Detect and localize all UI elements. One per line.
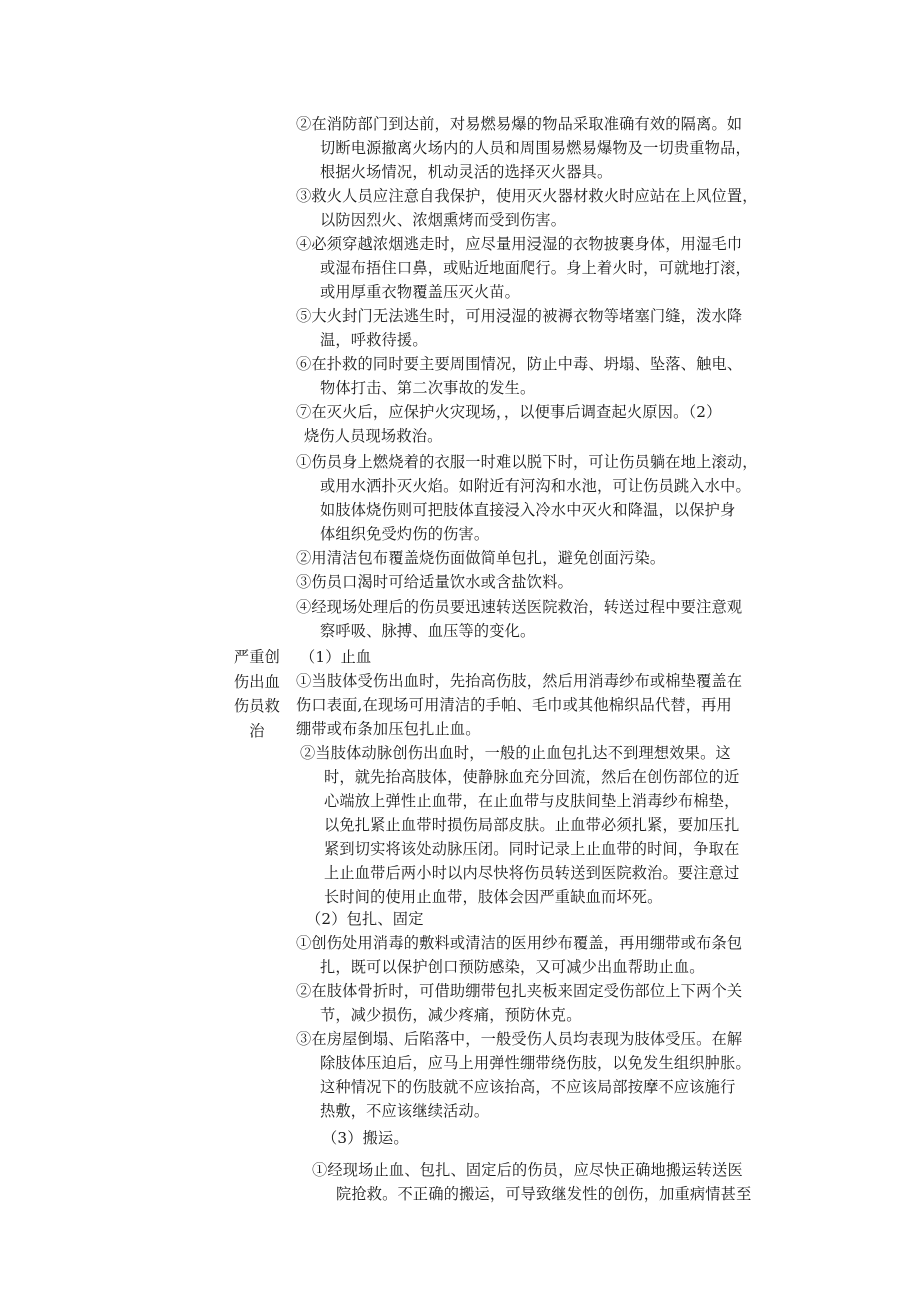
text-line: ①创伤处用消毒的敷料或清洁的医用纱布覆盖，再用绷带或布条包 <box>296 934 743 952</box>
text-line: 院抢救。不正确的搬运，可导致继发性的创伤，加重病情甚至 <box>336 1185 752 1203</box>
text-line: 或用厚重衣物覆盖压灭火苗。 <box>320 283 521 301</box>
text-line: 察呼吸、脉搏、血压等的变化。 <box>320 622 536 640</box>
text-line: 以防因烈火、浓烟熏烤而受到伤害。 <box>320 211 567 229</box>
list-item <box>296 669 816 741</box>
text-line: 时，就先抬高肢体，使静脉血充分回流，然后在创伤部位的近 <box>324 768 740 786</box>
text-line: 以免扎紧止血带时损伤局部皮肤。止血带必须扎紧，要加压扎 <box>324 816 740 834</box>
section-heading <box>300 645 820 669</box>
list-item <box>296 979 816 1027</box>
list-item <box>312 1158 832 1206</box>
text-line: 长时间的使用止血带，肢体会因严重缺血而坏死。 <box>324 888 663 906</box>
list-item <box>296 570 816 594</box>
text-line: 物体打击、第二次事故的发生。 <box>320 379 536 397</box>
text-line: ③在房屋倒塌、后陷落中，一般受伤人员均表现为肢体受压。在解 <box>296 1030 743 1048</box>
text-line: 这种情况下的伤肢就不应该抬高，不应该局部按摩不应该施行 <box>320 1078 736 1096</box>
text-line: 体组织免受灼伤的伤害。 <box>320 525 490 543</box>
text-line: 根据火场情况，机动灵活的选择灭火器具。 <box>320 163 613 181</box>
list-item <box>296 400 816 448</box>
text-line: ③伤员口渴时可给适量饮水或含盐饮料。 <box>296 573 573 591</box>
text-line: 上止血带后两小时以内尽快将伤员转送到医院救治。要注意过 <box>324 864 740 882</box>
side-label-line: 治 <box>249 721 265 740</box>
list-item <box>296 112 816 184</box>
list-item <box>296 931 816 979</box>
text-line: 绷带或布条加压包扎止血。 <box>296 720 481 738</box>
text-line: ①经现场止血、包扎、固定后的伤员，应尽快正确地搬运转送医 <box>312 1161 743 1179</box>
text-line: 心端放上弹性止血带，在止血带与皮肤间垫上消毒纱布棉垫， <box>324 792 740 810</box>
heading-text: （3）搬运。 <box>322 1129 409 1147</box>
text-line: 热敷，不应该继续活动。 <box>320 1102 490 1120</box>
text-line: ②当肢体动脉创伤出血时，一般的止血包扎达不到理想效果。这 <box>300 744 731 762</box>
text-line: 温，呼救待援。 <box>320 331 428 349</box>
text-line: 节，减少损伤，减少疼痛，预防休克。 <box>320 1006 582 1024</box>
text-line: ②用清洁包布覆盖烧伤面做简单包扎，避免创面污染。 <box>296 549 666 567</box>
text-line: ③救火人员应注意自我保护，使用灭火器材救火时应站在上风位置， <box>296 187 758 205</box>
text-line: 如肢体烧伤则可把肢体直接浸入冷水中灭火和降温，以保护身 <box>320 501 736 519</box>
text-line: ④经现场处理后的伤员要迅速转送医院救治，转送过程中要注意观 <box>296 598 743 616</box>
text-line: 伤口表面,在现场可用清洁的手帕、毛巾或其他棉织品代替，再用 <box>296 696 732 714</box>
text-line: 或用水洒扑灭火焰。如附近有河沟和水池，可让伤员跳入水中。 <box>320 477 751 495</box>
text-line: 烧伤人员现场救治。 <box>304 427 443 445</box>
list-item <box>296 232 816 304</box>
list-item <box>296 1027 816 1123</box>
text-line: ①当肢体受伤出血时，先抬高伤肢，然后用消毒纱布或棉垫覆盖在 <box>296 672 743 690</box>
list-item <box>296 450 816 546</box>
text-line: 切断电源撤离火场内的人员和周围易燃易爆物及一切贵重物品， <box>320 139 751 157</box>
list-item <box>296 304 816 352</box>
list-item <box>300 741 820 909</box>
heading-text: （2）包扎、固定 <box>306 910 424 928</box>
text-line: 紧到切实将该处动脉压闭。同时记录上止血带的时间，争取在 <box>324 840 740 858</box>
side-label <box>230 645 284 743</box>
text-line: ④必须穿越浓烟逃走时，应尽量用浸湿的衣物披裹身体，用湿毛巾 <box>296 235 743 253</box>
side-label-line: 严重创 <box>233 648 281 666</box>
list-item <box>296 184 816 232</box>
list-item <box>296 546 816 570</box>
list-item <box>296 352 816 400</box>
list-item <box>296 595 816 643</box>
text-line: ①伤员身上燃烧着的衣服一时难以脱下时，可让伤员躺在地上滚动， <box>296 453 758 471</box>
side-label-line: 伤员救 <box>233 697 281 715</box>
text-line: 扎，既可以保护创口预防感染，又可减少出血帮助止血。 <box>320 958 705 976</box>
side-label-line: 伤出血 <box>233 672 281 691</box>
heading-text: （1）止血 <box>300 648 372 666</box>
text-line: ⑦在灭火后，应保护火灾现场，，以便事后调查起火原因。（2） <box>296 403 722 421</box>
text-line: ⑤大火封门无法逃生时，可用浸湿的被褥衣物等堵塞门缝，泼水降 <box>296 307 743 325</box>
section-heading <box>322 1126 842 1150</box>
text-line: ②在消防部门到达前，对易燃易爆的物品采取准确有效的隔离。如 <box>296 115 743 133</box>
text-line: 或湿布捂住口鼻，或贴近地面爬行。身上着火时，可就地打滚， <box>320 259 751 277</box>
text-line: 除肢体压迫后，应马上用弹性绷带绕伤肢，以免发生组织肿胀。 <box>320 1054 751 1072</box>
section-heading <box>306 907 826 931</box>
text-line: ⑥在扑救的同时要主要周围情况，防止中毒、坍塌、坠落、触电、 <box>296 355 743 373</box>
text-line: ②在肢体骨折时，可借助绷带包扎夹板来固定受伤部位上下两个关 <box>296 982 743 1000</box>
